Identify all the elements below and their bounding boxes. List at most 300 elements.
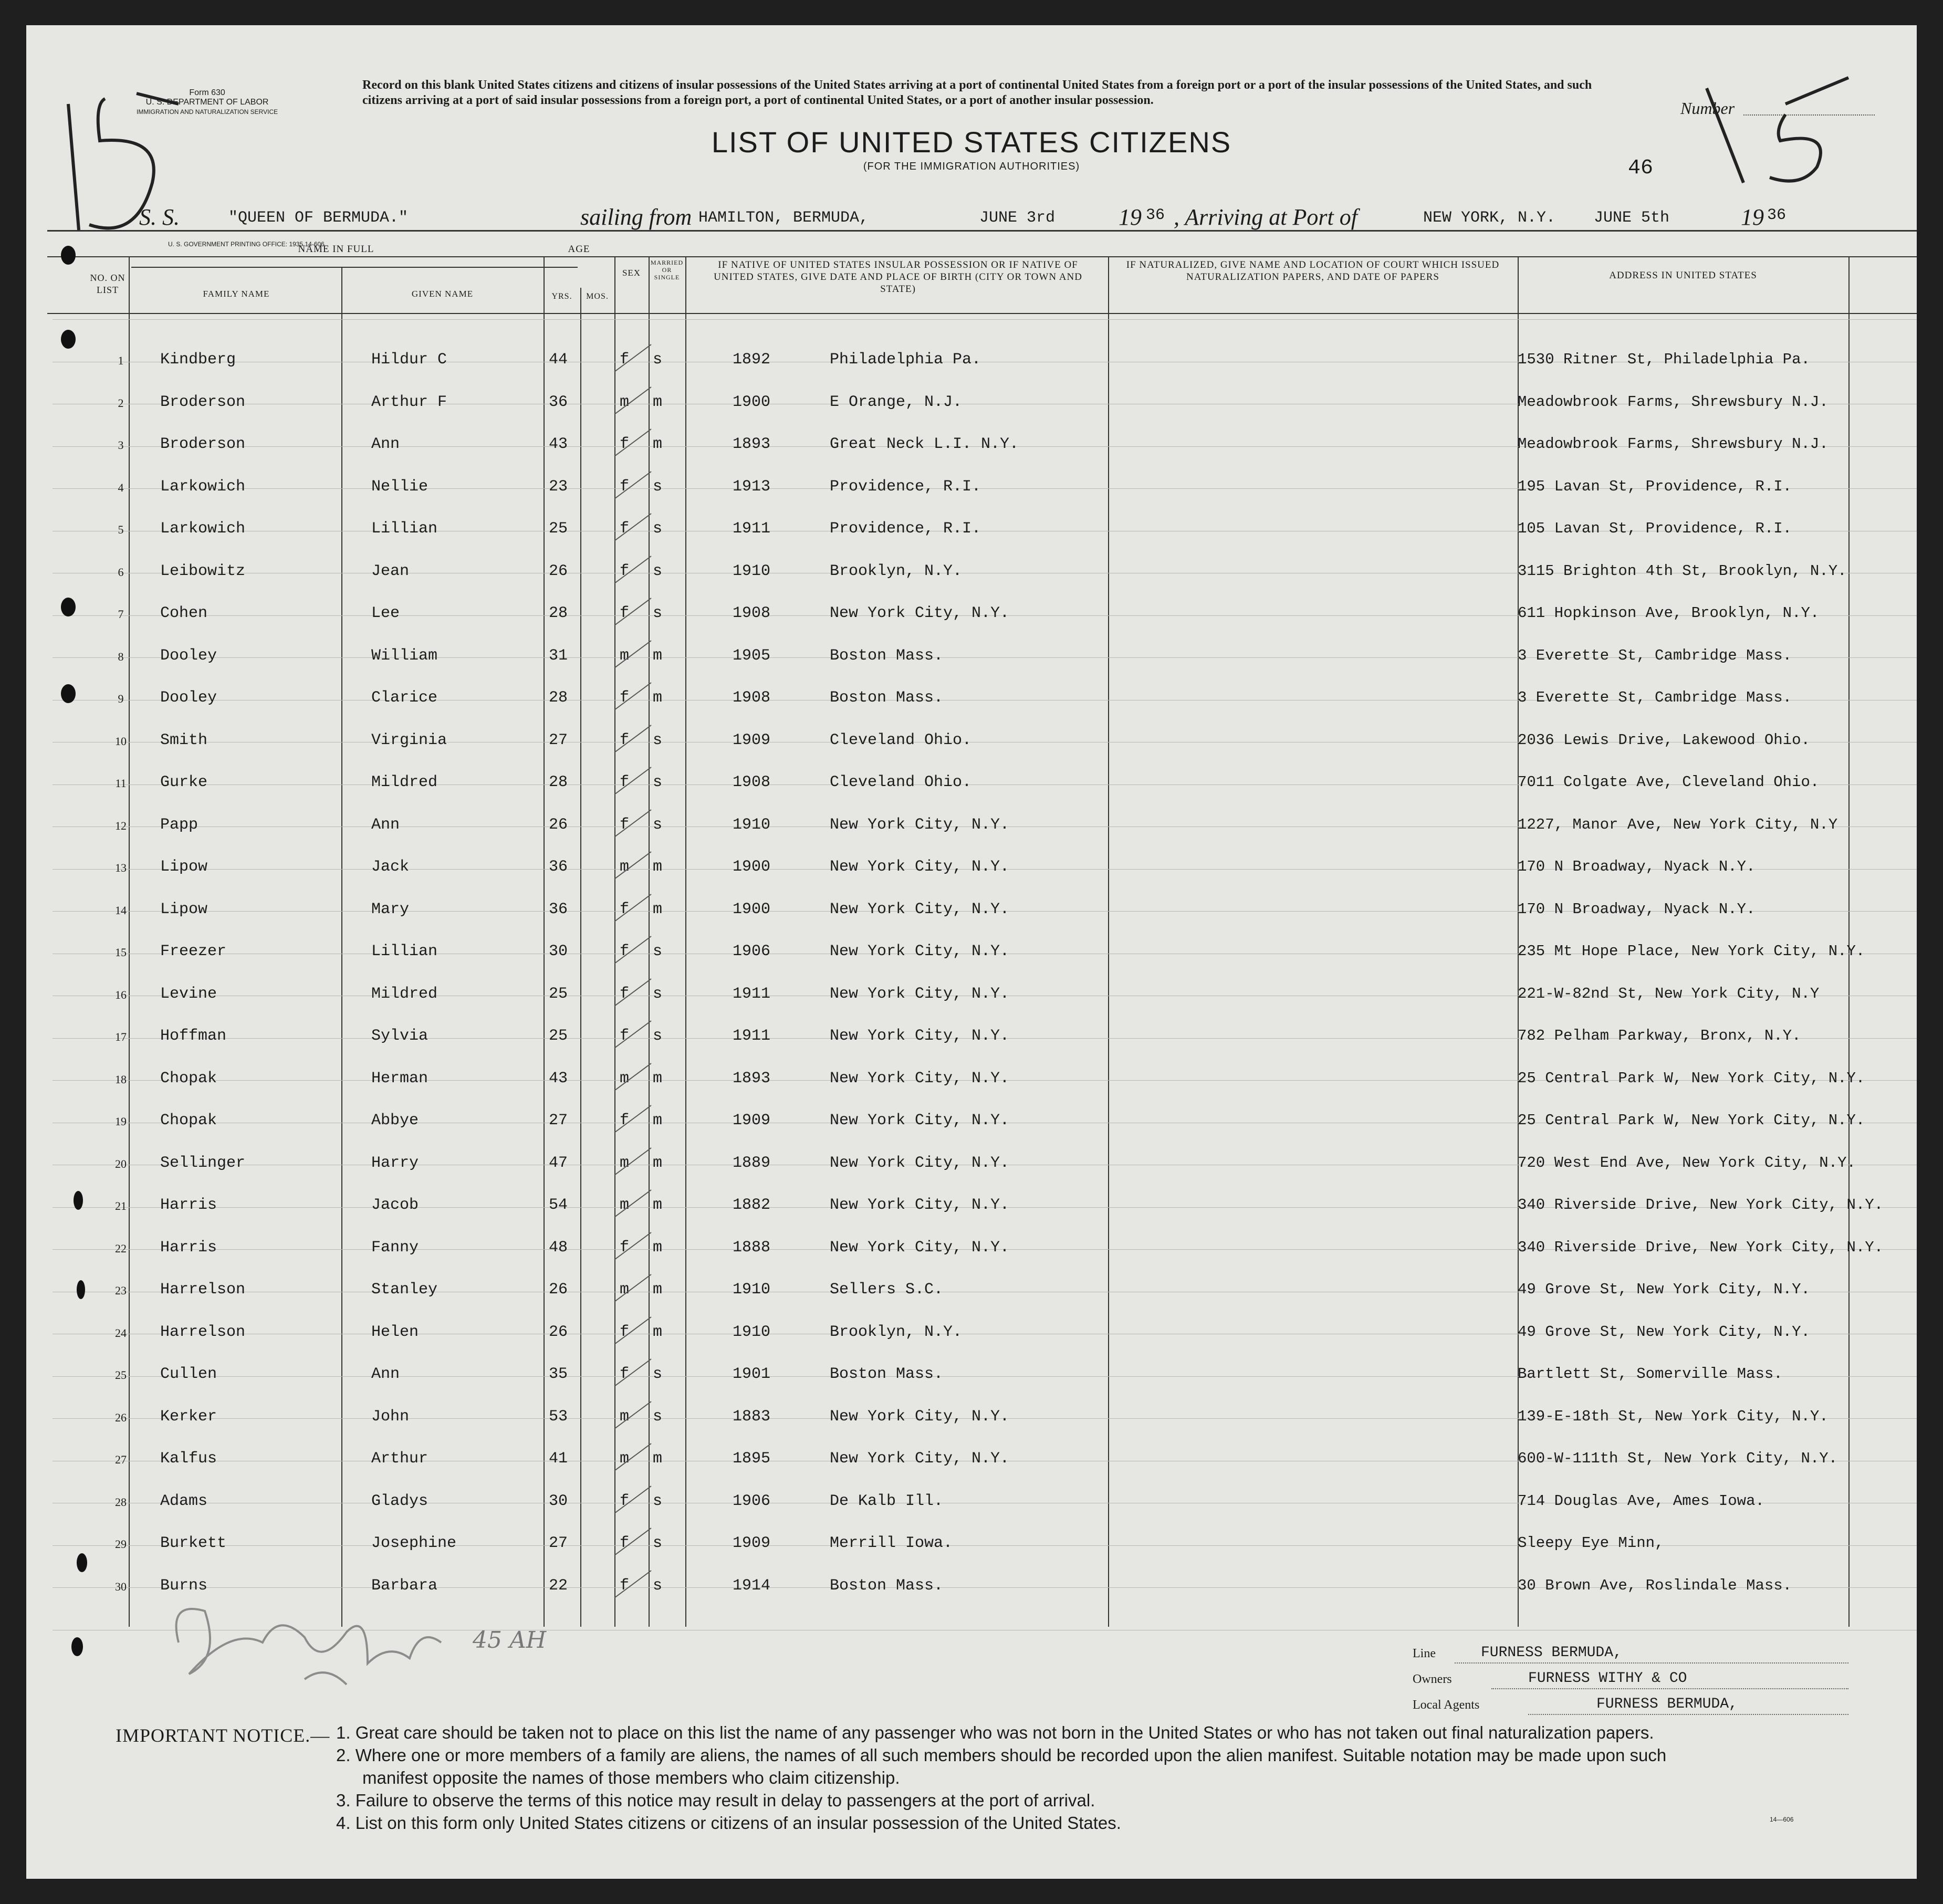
row-number-cell: 26 [115, 1410, 127, 1424]
family-name-cell: Harrelson [160, 1323, 246, 1341]
row-number-cell: 7 [118, 608, 124, 621]
birth-place-cell: Merrill Iowa. [830, 1534, 953, 1552]
given-name-cell: Stanley [371, 1281, 438, 1299]
birth-place-cell: E Orange, N.J. [830, 393, 963, 411]
ss-label: S. S. [139, 204, 180, 230]
arrival-port: NEW YORK, N.Y. [1423, 209, 1556, 227]
given-name-cell: Abbye [371, 1112, 419, 1129]
marital-status-cell: m [653, 1196, 663, 1214]
page-title: LIST OF UNITED STATES CITIZENS [711, 125, 1232, 159]
birth-year-cell: 1893 [733, 435, 771, 453]
ship-name: "QUEEN OF BERMUDA." [228, 209, 409, 227]
inspection-tick-mark [609, 1144, 656, 1180]
family-name-cell: Lipow [160, 858, 208, 876]
sex-cell: f [620, 520, 630, 538]
family-name-cell: Burns [160, 1576, 208, 1595]
birth-place-cell: De Kalb Ill. [830, 1492, 944, 1510]
agents-label: Local Agents [1413, 1698, 1480, 1712]
arriving-label: , Arriving at Port of [1174, 204, 1357, 230]
form-number: Form 630 [189, 88, 225, 97]
given-name-cell: Harry [371, 1154, 419, 1172]
address-cell: 49 Grove St, New York City, N.Y. [1518, 1281, 1810, 1298]
inspection-tick-mark [609, 383, 656, 420]
given-name-cell: Sylvia [371, 1027, 429, 1045]
sex-cell: f [620, 1492, 630, 1510]
birth-place-cell: Cleveland Ohio. [830, 731, 972, 749]
address-cell: 3 Everette St, Cambridge Mass. [1518, 646, 1792, 664]
notice-item: 2. Where one or more members of a family are aliens, the names of all such members should be recorded upon the alien manifest. Suitable notation may be made upon such [336, 1745, 1667, 1765]
inspection-tick-mark [609, 763, 656, 800]
arrival-date: JUNE 5th [1594, 209, 1670, 227]
birth-place-cell: New York City, N.Y. [830, 858, 1010, 876]
inspection-tick-mark [609, 1566, 656, 1603]
address-cell: 139-E-18th St, New York City, N.Y. [1518, 1407, 1829, 1425]
notice-title: IMPORTANT NOTICE.— [116, 1725, 330, 1746]
sex-cell: m [620, 1154, 630, 1172]
birth-year-cell: 1906 [733, 943, 771, 960]
row-number-cell: 20 [115, 1157, 127, 1170]
address-cell: 340 Riverside Drive, New York City, N.Y. [1518, 1196, 1884, 1213]
row-number-cell: 23 [115, 1284, 127, 1297]
owners-label: Owners [1413, 1672, 1452, 1686]
given-name-cell: William [371, 646, 438, 665]
row-number-cell: 5 [118, 523, 124, 536]
sail-date: JUNE 3rd [979, 209, 1056, 227]
row-number-cell: 29 [115, 1537, 127, 1551]
given-name-cell: Helen [371, 1323, 419, 1341]
sex-cell: f [620, 1576, 630, 1595]
col-divider [1848, 256, 1850, 1627]
given-name-cell: Josephine [371, 1534, 457, 1552]
birth-year-cell: 1908 [733, 773, 771, 791]
age-cell: 25 [549, 985, 568, 1003]
marital-status-cell: s [653, 562, 663, 580]
birth-place-cell: Cleveland Ohio. [830, 773, 972, 791]
inspection-tick-mark [609, 805, 656, 842]
birth-year-cell: 1906 [733, 1492, 771, 1510]
row-number-cell: 18 [115, 1072, 127, 1086]
given-name-cell: Clarice [371, 689, 438, 707]
age-cell: 26 [549, 1281, 568, 1299]
birth-place-cell: Providence, R.I. [830, 520, 981, 538]
marital-status-cell: m [653, 689, 663, 707]
birth-place-cell: New York City, N.Y. [830, 1196, 1010, 1214]
family-name-cell: Kerker [160, 1407, 217, 1426]
table-top-border [47, 230, 1917, 232]
family-name-cell: Hoffman [160, 1027, 227, 1045]
col-name-in-full: NAME IN FULL [298, 244, 374, 255]
birth-place-cell: Boston Mass. [830, 646, 944, 665]
marital-status-cell: m [653, 1323, 663, 1341]
age-cell: 48 [549, 1238, 568, 1257]
marital-status-cell: s [653, 1027, 663, 1045]
birth-year-cell: 1883 [733, 1407, 771, 1426]
family-name-cell: Harrelson [160, 1281, 246, 1299]
birth-year-cell: 1908 [733, 604, 771, 622]
age-cell: 25 [549, 520, 568, 538]
birth-place-cell: Providence, R.I. [830, 477, 981, 496]
birth-year-cell: 1911 [733, 1027, 771, 1045]
address-cell: 30 Brown Ave, Roslindale Mass. [1518, 1576, 1792, 1594]
inspection-tick-mark [609, 848, 656, 884]
row-number-cell: 25 [115, 1368, 127, 1382]
birth-year-cell: 1900 [733, 858, 771, 876]
family-name-cell: Cullen [160, 1365, 217, 1383]
family-name-cell: Smith [160, 731, 208, 749]
row-number-cell: 12 [115, 819, 127, 832]
page-number: 46 [1628, 156, 1654, 180]
age-cell: 26 [549, 1323, 568, 1341]
age-cell: 28 [549, 689, 568, 707]
sex-cell: f [620, 1027, 630, 1045]
family-name-cell: Chopak [160, 1112, 217, 1129]
age-cell: 27 [549, 1112, 568, 1129]
row-number-cell: 11 [115, 777, 127, 790]
sex-cell: f [620, 1534, 630, 1552]
age-cell: 35 [549, 1365, 568, 1383]
header-bottom-rule [47, 313, 1917, 314]
sex-cell: f [620, 1323, 630, 1341]
family-name-cell: Harris [160, 1238, 217, 1257]
family-name-cell: Sellinger [160, 1154, 246, 1172]
row-number-cell: 22 [115, 1241, 127, 1255]
birth-year-cell: 1911 [733, 985, 771, 1003]
age-cell: 36 [549, 900, 568, 918]
inspection-tick-mark [609, 425, 656, 462]
family-name-cell: Kindberg [160, 351, 236, 369]
family-name-cell: Levine [160, 985, 217, 1003]
marital-status-cell: m [653, 1238, 663, 1257]
punch-hole [77, 1553, 87, 1572]
family-name-cell: Leibowitz [160, 562, 246, 580]
birth-year-cell: 1908 [733, 689, 771, 707]
row-number-cell: 28 [115, 1495, 127, 1509]
punch-hole [61, 246, 76, 265]
row-number-cell: 14 [115, 903, 127, 917]
sex-cell: m [620, 1196, 630, 1214]
age-cell: 26 [549, 562, 568, 580]
address-cell: 170 N Broadway, Nyack N.Y. [1518, 858, 1756, 875]
row-number-cell: 16 [115, 988, 127, 1001]
birth-place-cell: Philadelphia Pa. [830, 351, 981, 369]
inspection-tick-mark [609, 340, 656, 377]
birth-year-cell: 1909 [733, 731, 771, 749]
inspection-tick-mark [609, 594, 656, 631]
sex-cell: f [620, 562, 630, 580]
inspection-tick-mark [609, 1439, 656, 1476]
inspection-tick-mark [609, 552, 656, 589]
row-number-cell: 8 [118, 650, 124, 663]
age-cell: 53 [549, 1407, 568, 1426]
given-name-cell: Jack [371, 858, 410, 876]
address-cell: 611 Hopkinson Ave, Brooklyn, N.Y. [1518, 604, 1820, 622]
sex-cell: m [620, 1069, 630, 1087]
given-name-cell: Hildur C [371, 351, 447, 369]
given-name-cell: Lee [371, 604, 400, 622]
birth-year-cell: 1905 [733, 646, 771, 665]
marital-status-cell: s [653, 1407, 663, 1426]
marital-status-cell: m [653, 900, 663, 918]
birth-place-cell: New York City, N.Y. [830, 1407, 1010, 1426]
row-number-cell: 1 [118, 354, 124, 367]
row-number-cell: 27 [115, 1453, 127, 1466]
birth-year-cell: 1911 [733, 520, 771, 538]
inspection-tick-mark [609, 678, 656, 715]
age-cell: 22 [549, 1576, 568, 1595]
sex-cell: f [620, 477, 630, 496]
birth-year-cell: 1909 [733, 1112, 771, 1129]
marital-status-cell: m [653, 1154, 663, 1172]
address-cell: Bartlett St, Somerville Mass. [1518, 1365, 1783, 1383]
birth-year-cell: 1882 [733, 1196, 771, 1214]
sex-cell: f [620, 900, 630, 918]
inspection-tick-mark [609, 975, 656, 1011]
printing-office-note: U. S. GOVERNMENT PRINTING OFFICE: 1935 14-606 [168, 240, 325, 248]
marital-status-cell: m [653, 858, 663, 876]
family-name-cell: Harris [160, 1196, 217, 1214]
sex-cell: f [620, 731, 630, 749]
given-name-cell: Arthur [371, 1450, 429, 1468]
birth-year-cell: 1892 [733, 351, 771, 369]
address-cell: 1530 Ritner St, Philadelphia Pa. [1518, 351, 1810, 368]
age-cell: 54 [549, 1196, 568, 1214]
marital-status-cell: m [653, 393, 663, 411]
family-name-cell: Larkowich [160, 520, 246, 538]
address-cell: 195 Lavan St, Providence, R.I. [1518, 477, 1792, 495]
birth-place-cell: New York City, N.Y. [830, 985, 1010, 1003]
marital-status-cell: m [653, 435, 663, 453]
marital-status-cell: m [653, 646, 663, 665]
age-cell: 27 [549, 731, 568, 749]
inspection-tick-mark [609, 1397, 656, 1434]
manifest-page [26, 25, 1917, 1879]
inspection-tick-mark [609, 467, 656, 504]
age-cell: 25 [549, 1027, 568, 1045]
address-cell: 2036 Lewis Drive, Lakewood Ohio. [1518, 731, 1810, 749]
col-months: MOS. [586, 292, 609, 301]
birth-year-cell: 1888 [733, 1238, 771, 1257]
sex-cell: f [620, 943, 630, 960]
age-cell: 23 [549, 477, 568, 496]
given-name-cell: Virginia [371, 731, 447, 749]
given-name-cell: Fanny [371, 1238, 419, 1257]
form-identifier [137, 88, 278, 117]
birth-year-cell: 1910 [733, 1323, 771, 1341]
birth-place-cell: New York City, N.Y. [830, 1027, 1010, 1045]
birth-year-cell: 1910 [733, 562, 771, 580]
number-label: Number [1680, 99, 1735, 118]
birth-place-cell: New York City, N.Y. [830, 900, 1010, 918]
marital-status-cell: m [653, 1450, 663, 1468]
given-name-cell: Arthur F [371, 393, 447, 411]
name-age-rule [131, 267, 578, 268]
inspection-tick-mark [609, 932, 656, 969]
header-rule [47, 256, 1917, 257]
inspection-tick-mark [609, 890, 656, 927]
birth-place-cell: Boston Mass. [830, 689, 944, 707]
age-cell: 28 [549, 604, 568, 622]
marital-status-cell: s [653, 604, 663, 622]
ruled-line [53, 319, 1917, 320]
family-name-cell: Cohen [160, 604, 208, 622]
marital-status-cell: m [653, 1281, 663, 1299]
birth-year-cell: 1900 [733, 393, 771, 411]
inspector-initials: 45 AH [473, 1627, 547, 1654]
marital-status-cell: s [653, 477, 663, 496]
given-name-cell: Ann [371, 1365, 400, 1383]
col-divider [685, 256, 686, 1627]
row-number-cell: 19 [115, 1115, 127, 1128]
owners-value: FURNESS WITHY & CO [1528, 1670, 1687, 1687]
birth-year-cell: 1909 [733, 1534, 771, 1552]
address-cell: 49 Grove St, New York City, N.Y. [1518, 1323, 1810, 1341]
family-name-cell: Broderson [160, 435, 246, 453]
given-name-cell: Jean [371, 562, 410, 580]
inspection-tick-mark [609, 509, 656, 546]
address-cell: Sleepy Eye Minn, [1518, 1534, 1664, 1552]
age-cell: 43 [549, 1069, 568, 1087]
birth-place-cell: Brooklyn, N.Y. [830, 1323, 963, 1341]
age-cell: 43 [549, 435, 568, 453]
departure-port: HAMILTON, BERMUDA, [698, 209, 869, 227]
sail-year: 36 [1146, 206, 1165, 224]
age-cell: 44 [549, 351, 568, 369]
sex-cell: f [620, 689, 630, 707]
punch-hole [61, 330, 76, 349]
col-given-name: GIVEN NAME [411, 289, 474, 299]
col-no-on-list: NO. ON LIST [90, 273, 126, 295]
birth-place-cell: Great Neck L.I. N.Y. [830, 435, 1019, 453]
sex-cell: m [620, 1407, 630, 1426]
address-cell: 600-W-111th St, New York City, N.Y. [1518, 1450, 1838, 1467]
sex-cell: m [620, 858, 630, 876]
sex-cell: f [620, 773, 630, 791]
address-cell: 782 Pelham Parkway, Bronx, N.Y. [1518, 1027, 1801, 1044]
birth-year-cell: 1889 [733, 1154, 771, 1172]
marital-status-cell: s [653, 773, 663, 791]
sex-cell: f [620, 351, 630, 369]
inspection-tick-mark [609, 1186, 656, 1222]
inspection-tick-mark [609, 1524, 656, 1561]
row-number-cell: 9 [118, 692, 124, 705]
given-name-cell: John [371, 1407, 410, 1426]
address-cell: 3 Everette St, Cambridge Mass. [1518, 689, 1792, 706]
birth-year-cell: 1893 [733, 1069, 771, 1087]
footer-code: 14—606 [1770, 1816, 1794, 1823]
marital-status-cell: s [653, 520, 663, 538]
agents-fill-line [1528, 1714, 1848, 1715]
inspection-tick-mark [609, 1482, 656, 1519]
line-fill-line [1455, 1662, 1848, 1664]
row-number-cell: 13 [115, 861, 127, 874]
header-note: Record on this blank United States citizens and citizens of insular possessions of the United States arriving at a port of continental United States from a foreign port or a port of the insular possessions of the United States, and such citizens arriving at a port of said insular possessions from a foreign port, a port of continental United States, or a port of another insular possession. [362, 78, 1592, 107]
address-cell: 714 Douglas Ave, Ames Iowa. [1518, 1492, 1764, 1510]
birth-year-cell: 1910 [733, 1281, 771, 1299]
birth-place-cell: Boston Mass. [830, 1365, 944, 1383]
age-cell: 36 [549, 858, 568, 876]
punch-hole [61, 598, 76, 616]
birth-place-cell: Brooklyn, N.Y. [830, 562, 963, 580]
given-name-cell: Herman [371, 1069, 429, 1087]
given-name-cell: Nellie [371, 477, 429, 496]
row-number-cell: 6 [118, 565, 124, 579]
col-divider [1108, 256, 1109, 1627]
inspection-tick-mark [609, 1355, 656, 1392]
address-cell: 221-W-82nd St, New York City, N.Y [1518, 985, 1820, 1002]
family-name-cell: Dooley [160, 689, 217, 707]
sex-cell: f [620, 1238, 630, 1257]
notice-item: 3. Failure to observe the terms of this notice may result in delay to passengers at the port of arrival. [336, 1791, 1095, 1810]
marital-status-cell: m [653, 1069, 663, 1087]
birth-place-cell: New York City, N.Y. [830, 815, 1010, 834]
inspection-tick-mark [609, 1101, 656, 1138]
birth-year-cell: 1895 [733, 1450, 771, 1468]
age-cell: 36 [549, 393, 568, 411]
col-years: YRS. [551, 292, 572, 301]
age-cell: 31 [549, 646, 568, 665]
address-cell: 25 Central Park W, New York City, N.Y. [1518, 1069, 1865, 1087]
col-age: AGE [568, 244, 590, 255]
family-name-cell: Dooley [160, 646, 217, 665]
col-divider [341, 267, 342, 1627]
birth-year-cell: 1913 [733, 477, 771, 496]
age-cell: 27 [549, 1534, 568, 1552]
family-name-cell: Adams [160, 1492, 208, 1510]
sail-year-prefix: 19 [1119, 204, 1142, 230]
address-cell: 235 Mt Hope Place, New York City, N.Y. [1518, 943, 1865, 960]
birth-place-cell: New York City, N.Y. [830, 604, 1010, 622]
family-name-cell: Kalfus [160, 1450, 217, 1468]
family-name-cell: Freezer [160, 943, 227, 960]
col-birth-place: IF NATIVE OF UNITED STATES INSULAR POSSESSION OR IF NATIVE OF UNITED STATES, GIVE DATE AND PLACE OF BIRTH (CITY OR TOWN AND STATE) [714, 259, 1082, 295]
col-address: ADDRESS IN UNITED STATES [1609, 270, 1757, 281]
birth-place-cell: New York City, N.Y. [830, 943, 1010, 960]
birth-year-cell: 1900 [733, 900, 771, 918]
sex-cell: m [620, 1450, 630, 1468]
age-cell: 41 [549, 1450, 568, 1468]
address-cell: 1227, Manor Ave, New York City, N.Y [1518, 815, 1838, 833]
col-sex: SEX [622, 268, 641, 278]
marital-status-cell: s [653, 1534, 663, 1552]
age-cell: 30 [549, 943, 568, 960]
age-cell: 30 [549, 1492, 568, 1510]
address-cell: 720 West End Ave, New York City, N.Y. [1518, 1154, 1856, 1171]
family-name-cell: Lipow [160, 900, 208, 918]
family-name-cell: Broderson [160, 393, 246, 411]
agents-value: FURNESS BERMUDA, [1596, 1696, 1738, 1712]
row-number-cell: 17 [115, 1030, 127, 1043]
row-number-cell: 24 [115, 1326, 127, 1340]
row-number-cell: 10 [115, 734, 127, 748]
birth-place-cell: New York City, N.Y. [830, 1112, 1010, 1129]
given-name-cell: Jacob [371, 1196, 419, 1214]
birth-place-cell: New York City, N.Y. [830, 1450, 1010, 1468]
marital-status-cell: s [653, 351, 663, 369]
inspection-tick-mark [609, 1228, 656, 1265]
inspection-tick-mark [609, 1017, 656, 1053]
inspection-tick-mark [609, 1313, 656, 1349]
given-name-cell: Gladys [371, 1492, 429, 1510]
sex-cell: f [620, 1365, 630, 1383]
line-label: Line [1413, 1647, 1436, 1660]
row-number-cell: 30 [115, 1579, 127, 1593]
birth-place-cell: New York City, N.Y. [830, 1154, 1010, 1172]
sex-cell: f [620, 435, 630, 453]
row-number-cell: 3 [118, 438, 124, 452]
age-cell: 26 [549, 815, 568, 834]
inspection-tick-mark [609, 1059, 656, 1096]
address-cell: 105 Lavan St, Providence, R.I. [1518, 520, 1792, 537]
